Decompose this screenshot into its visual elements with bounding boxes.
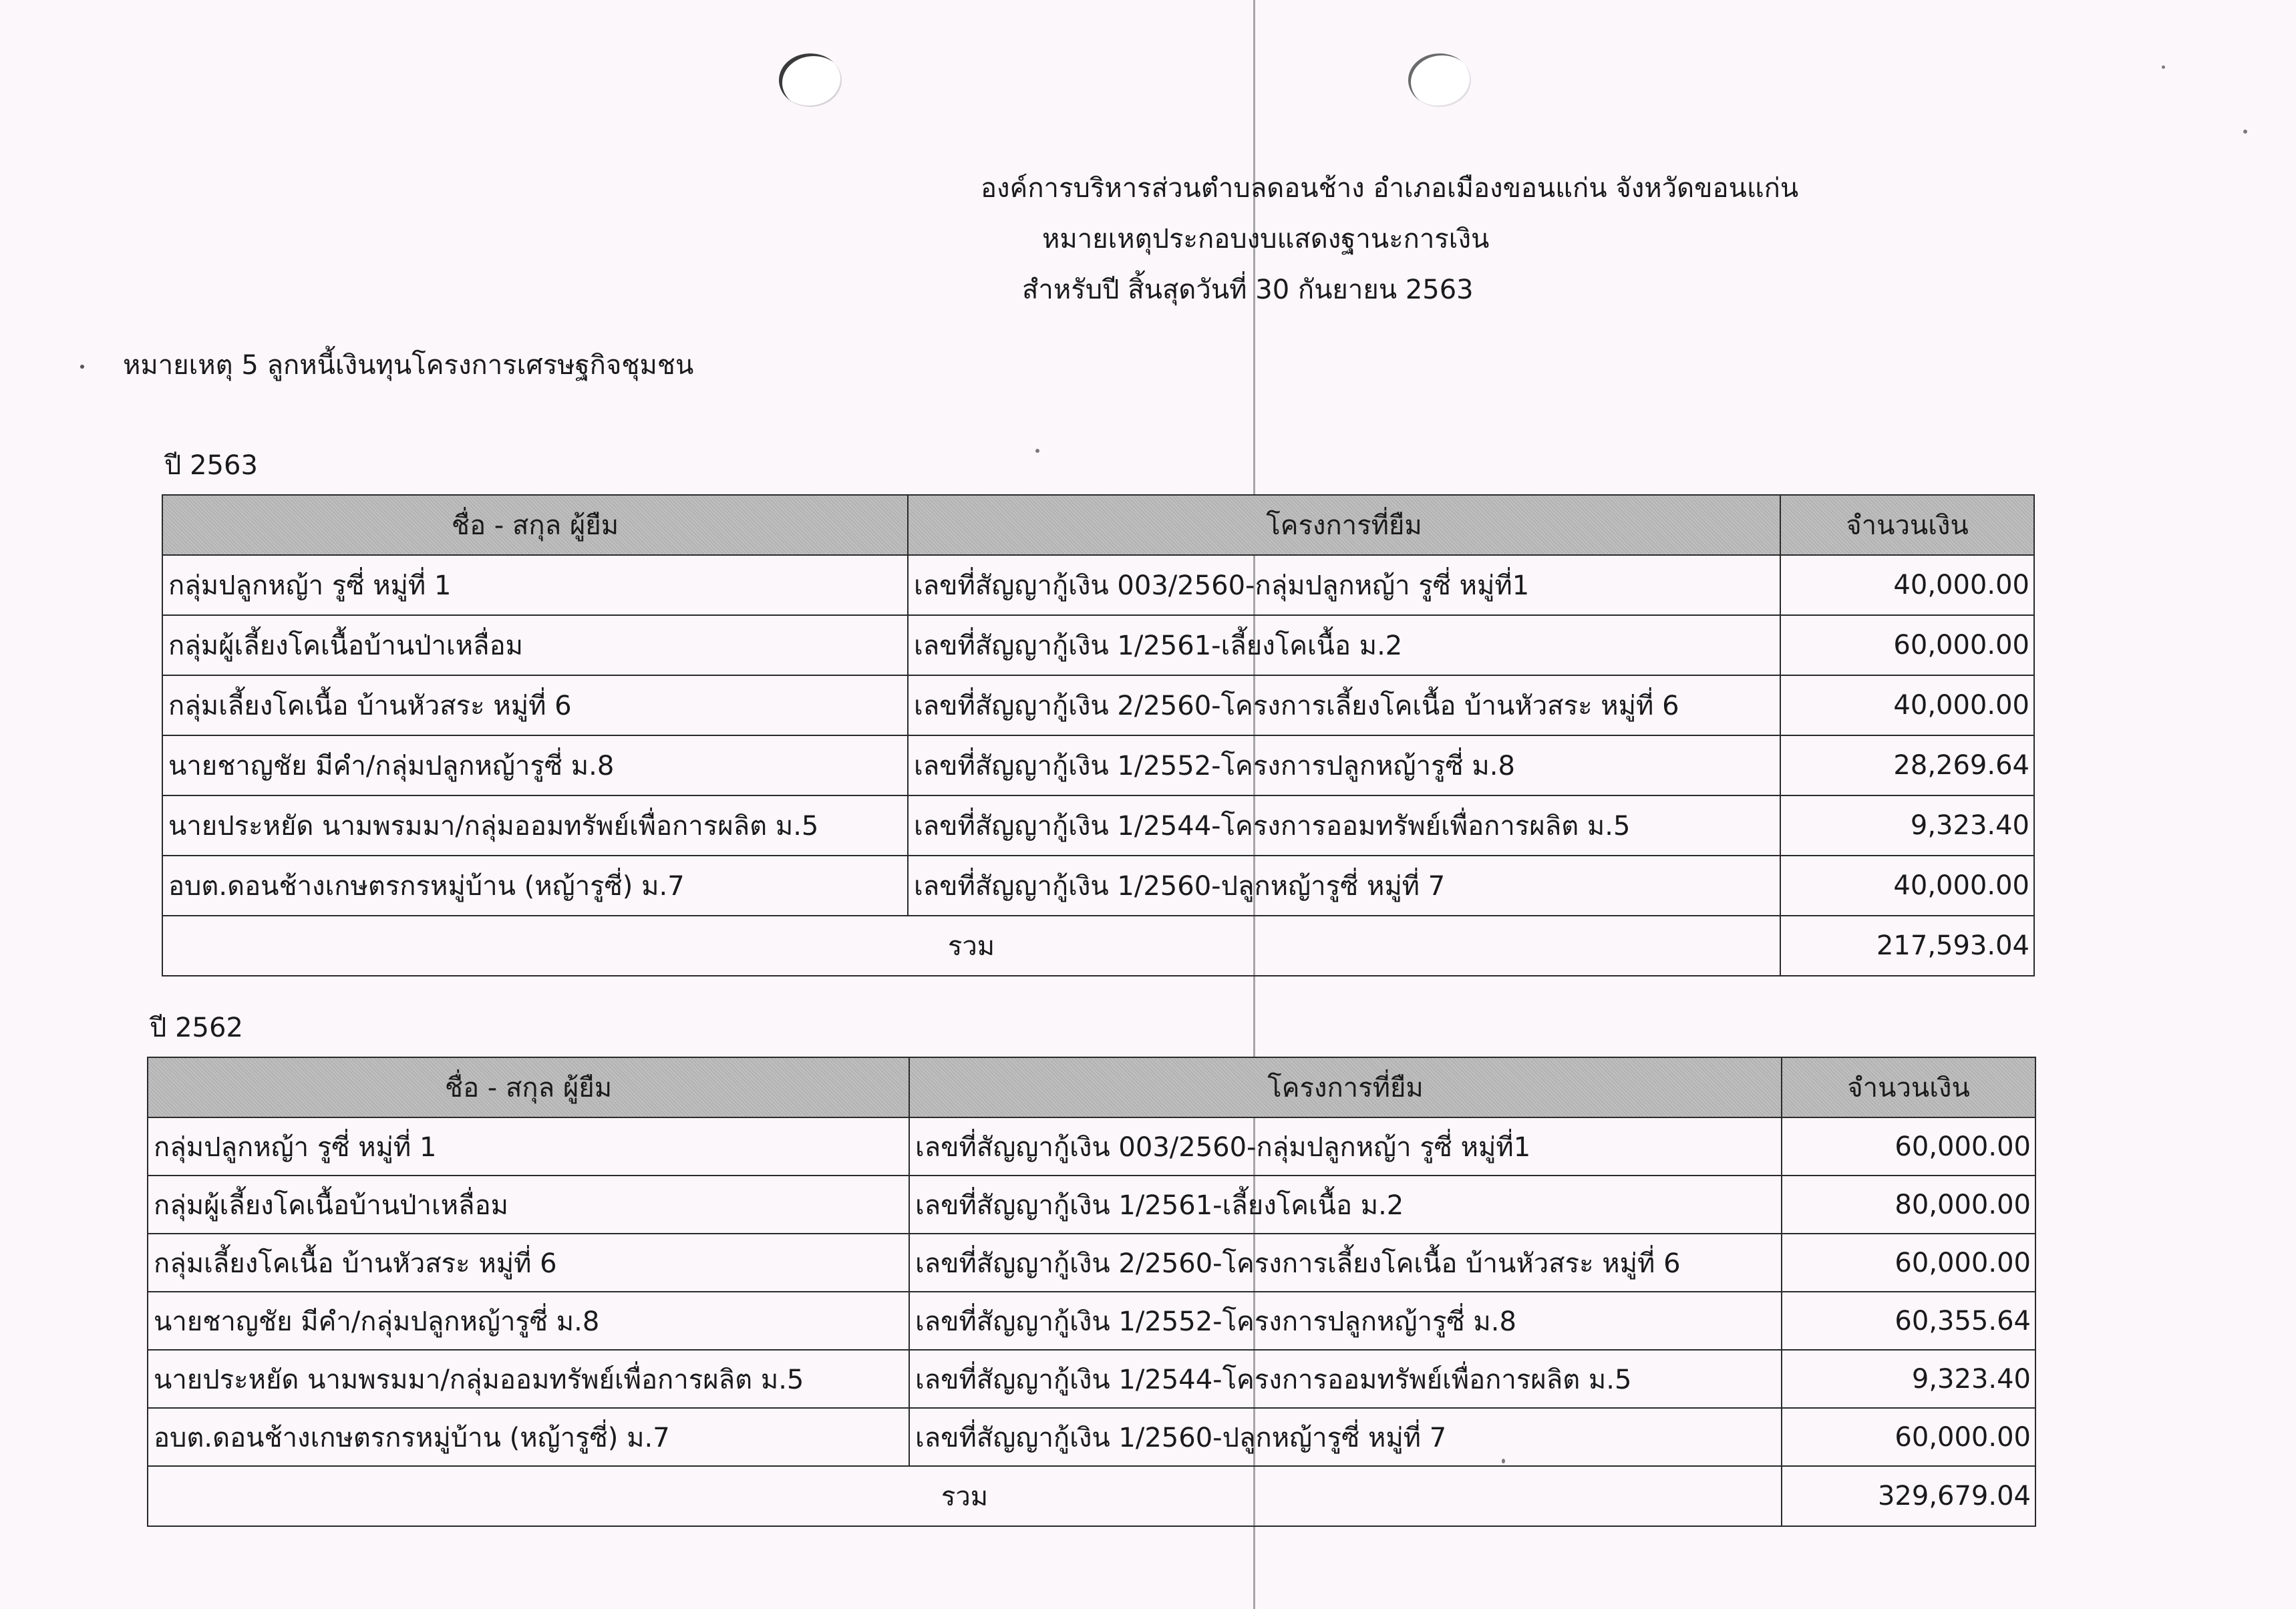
total-amount: 217,593.04 [1780,916,2034,976]
table-row [148,1176,2035,1234]
cell-amount: 40,000.00 [1780,555,2034,615]
table-row [148,1350,2035,1408]
cell-amount: 60,000.00 [1782,1117,2035,1176]
loan-table-2563 [162,494,2035,976]
total-row [148,1466,2035,1526]
cell-amount: 28,269.64 [1780,735,2034,795]
cell-project: เลขที่สัญญากู้เงิน 003/2560-กลุ่มปลูกหญ้า รูซี่ หมู่ที่1 [908,555,1780,615]
scan-speck [2162,65,2165,69]
table-row [162,615,2034,675]
cell-amount: 60,000.00 [1782,1234,2035,1292]
cell-name: กลุ่มผู้เลี้ยงโคเนื้อบ้านป่าเหลื่อม [148,1176,909,1234]
column-header-name: ชื่อ - สกุล ผู้ยืม [162,495,908,555]
organization-title: องค์การบริหารส่วนตำบลดอนช้าง อำเภอเมืองขอนแก่น จังหวัดขอนแก่น [981,173,1799,204]
table-row [162,555,2034,615]
table-row [148,1408,2035,1466]
punch-hole-left [779,53,842,107]
punch-hole-right [1408,53,1471,107]
cell-project: เลขที่สัญญากู้เงิน 2/2560-โครงการเลี้ยงโคเนื้อ บ้านหัวสระ หมู่ที่ 6 [909,1234,1782,1292]
cell-name: นายชาญชัย มีคำ/กลุ่มปลูกหญ้ารูซี่ ม.8 [162,735,908,795]
cell-name: นายประหยัด นามพรมมา/กลุ่มออมทรัพย์เพื่อการผลิต ม.5 [162,795,908,856]
cell-name: อบต.ดอนช้างเกษตรกรหมู่บ้าน (หญ้ารูซี่) ม.7 [162,856,908,916]
loan-table-2562 [147,1057,2036,1527]
cell-name: อบต.ดอนช้างเกษตรกรหมู่บ้าน (หญ้ารูซี่) ม.7 [148,1408,909,1466]
bullet-icon [80,365,84,369]
year-label-2562: ปี 2562 [150,1013,243,1043]
cell-project: เลขที่สัญญากู้เงิน 1/2544-โครงการออมทรัพย์เพื่อการผลิต ม.5 [908,795,1780,856]
cell-project: เลขที่สัญญากู้เงิน 003/2560-กลุ่มปลูกหญ้า รูซี่ หมู่ที่1 [909,1117,1782,1176]
total-label: รวม [162,916,1780,976]
cell-project: เลขที่สัญญากู้เงิน 1/2561-เลี้ยงโคเนื้อ ม.2 [909,1176,1782,1234]
scan-speck [1035,449,1039,453]
table-row [148,1234,2035,1292]
table-header-row [148,1057,2035,1117]
cell-name: นายชาญชัย มีคำ/กลุ่มปลูกหญ้ารูซี่ ม.8 [148,1292,909,1350]
cell-project: เลขที่สัญญากู้เงิน 1/2560-ปลูกหญ้ารูซี่ หมู่ที่ 7 [909,1408,1782,1466]
cell-name: กลุ่มเลี้ยงโคเนื้อ บ้านหัวสระ หมู่ที่ 6 [148,1234,909,1292]
cell-name: กลุ่มผู้เลี้ยงโคเนื้อบ้านป่าเหลื่อม [162,615,908,675]
note-title: หมายเหตุ 5 ลูกหนี้เงินทุนโครงการเศรษฐกิจชุมชน [123,350,694,381]
cell-amount: 40,000.00 [1780,675,2034,735]
cell-project: เลขที่สัญญากู้เงิน 1/2544-โครงการออมทรัพย์เพื่อการผลิต ม.5 [909,1350,1782,1408]
table-row [162,735,2034,795]
cell-project: เลขที่สัญญากู้เงิน 1/2552-โครงการปลูกหญ้ารูซี่ ม.8 [908,735,1780,795]
cell-project: เลขที่สัญญากู้เงิน 2/2560-โครงการเลี้ยงโคเนื้อ บ้านหัวสระ หมู่ที่ 6 [908,675,1780,735]
total-label: รวม [148,1466,1782,1526]
cell-name: นายประหยัด นามพรมมา/กลุ่มออมทรัพย์เพื่อการผลิต ม.5 [148,1350,909,1408]
table-row [162,675,2034,735]
table-header-row [162,495,2034,555]
table-row [148,1117,2035,1176]
column-header-name: ชื่อ - สกุล ผู้ยืม [148,1057,909,1117]
total-amount: 329,679.04 [1782,1466,2035,1526]
column-header-amount: จำนวนเงิน [1780,495,2034,555]
column-header-project: โครงการที่ยืม [908,495,1780,555]
cell-amount: 60,000.00 [1782,1408,2035,1466]
document-header [0,163,2296,315]
cell-project: เลขที่สัญญากู้เงิน 1/2561-เลี้ยงโคเนื้อ ม.2 [908,615,1780,675]
cell-name: กลุ่มปลูกหญ้า รูซี่ หมู่ที่ 1 [148,1117,909,1176]
year-label-2563: ปี 2563 [164,450,258,481]
total-row [162,916,2034,976]
table-row [162,795,2034,856]
cell-amount: 80,000.00 [1782,1176,2035,1234]
column-header-amount: จำนวนเงิน [1782,1057,2035,1117]
table-row [148,1292,2035,1350]
cell-name: กลุ่มเลี้ยงโคเนื้อ บ้านหัวสระ หมู่ที่ 6 [162,675,908,735]
cell-amount: 9,323.40 [1780,795,2034,856]
period-title: สำหรับปี สิ้นสุดวันที่ 30 กันยายน 2563 [1022,275,1474,305]
cell-amount: 40,000.00 [1780,856,2034,916]
cell-project: เลขที่สัญญากู้เงิน 1/2552-โครงการปลูกหญ้ารูซี่ ม.8 [909,1292,1782,1350]
cell-amount: 60,355.64 [1782,1292,2035,1350]
cell-name: กลุ่มปลูกหญ้า รูซี่ หมู่ที่ 1 [162,555,908,615]
cell-project: เลขที่สัญญากู้เงิน 1/2560-ปลูกหญ้ารูซี่ หมู่ที่ 7 [908,856,1780,916]
statement-title: หมายเหตุประกอบงบแสดงฐานะการเงิน [1042,224,1490,254]
column-header-project: โครงการที่ยืม [909,1057,1782,1117]
cell-amount: 60,000.00 [1780,615,2034,675]
table-row [162,856,2034,916]
cell-amount: 9,323.40 [1782,1350,2035,1408]
scan-speck [2243,130,2247,134]
